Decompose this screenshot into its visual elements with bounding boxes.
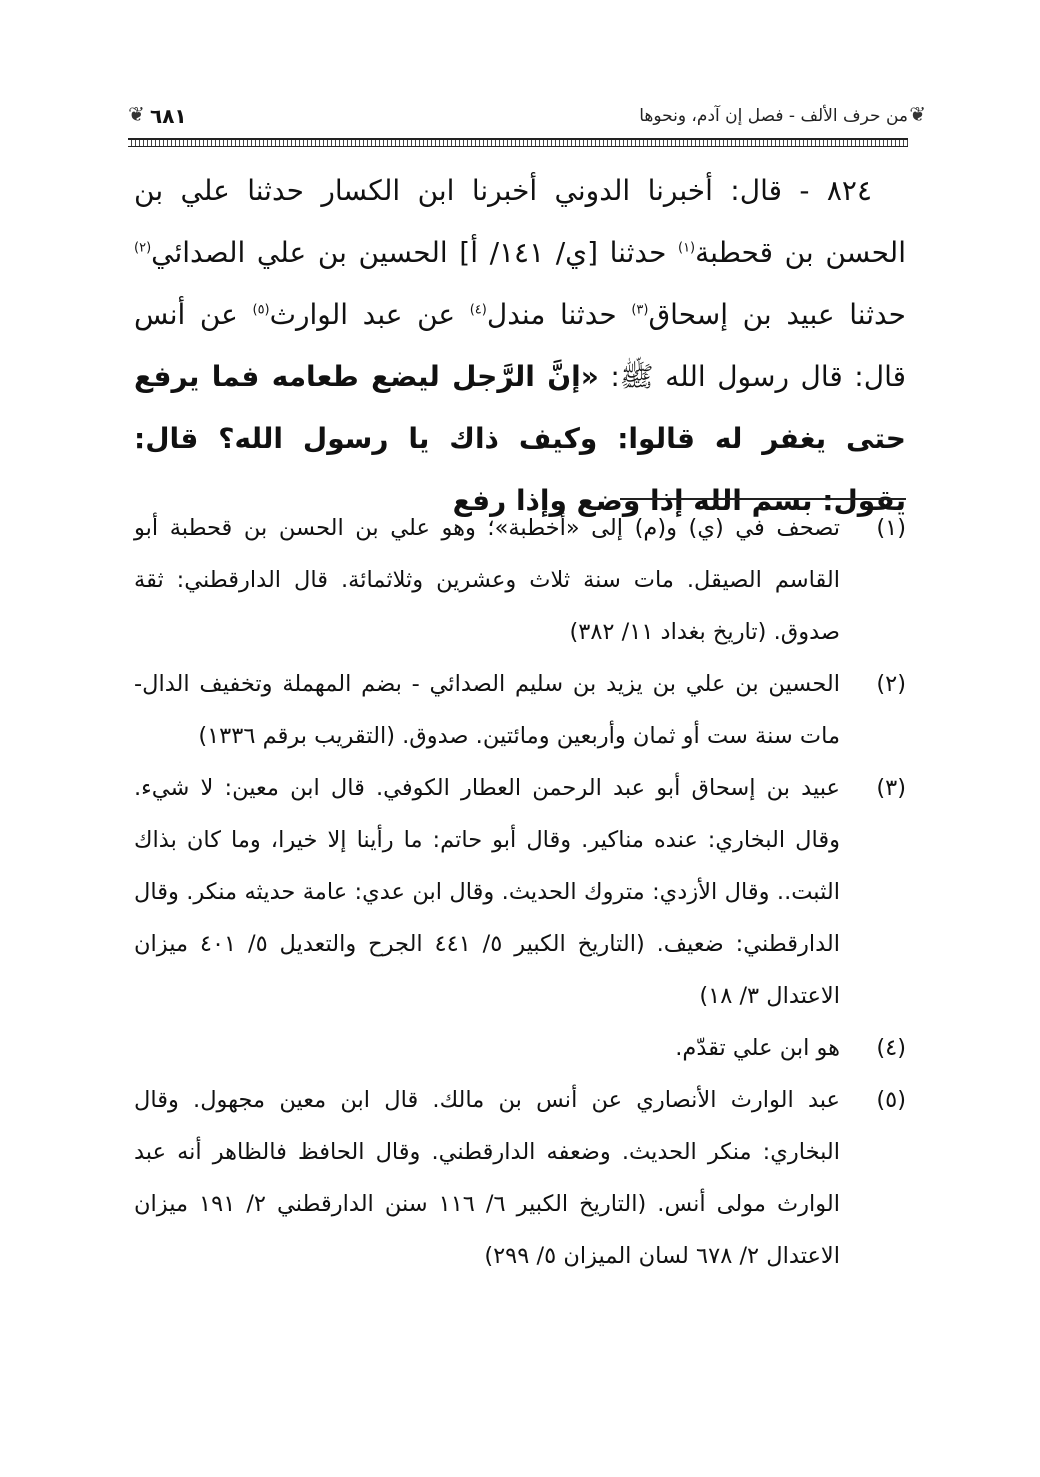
footnote-text: هو ابن علي تقدّم. <box>675 1035 840 1061</box>
footnote-2 <box>134 658 906 762</box>
footnote-text: عبد الوارث الأنصاري عن أنس بن مالك. قال ابن معين مجهول. وقال البخاري: منكر الحديث. وضعفه الدارقطني. وقال الحافظ فالظاهر أنه عبد الوارث مولى أنس. (التاريخ الكبير ٦/ ١١٦ سنن الدارقطني ٢/ ١٩١ ميزان الاعتدال ٢/ ٦٧٨ لسان الميزان ٥/ ٢٩٩) <box>134 1087 840 1269</box>
footnote-4 <box>134 1022 906 1074</box>
running-header <box>128 98 926 138</box>
footnotes <box>134 502 906 1282</box>
hadith-text: عن أنس قال: قال رسول الله ﷺ: <box>134 298 906 393</box>
footnote-ref: (١) <box>677 240 696 256</box>
ornament-icon: ❦ <box>128 102 145 126</box>
running-title: من حرف الألف - فصل إن آدم، ونحوها <box>639 106 908 126</box>
footnote-number: (٣) <box>876 775 906 801</box>
hadith-body <box>134 160 906 532</box>
hadith-text: حدثنا عبيد بن إسحاق <box>648 298 906 331</box>
footnote-ref: (٤) <box>469 302 487 318</box>
footnote-text: عبيد بن إسحاق أبو عبد الرحمن العطار الكوفي. قال ابن معين: لا شيء. وقال البخاري: عنده مناكير. وقال أبو حاتم: ما رأينا إلا خيرا، وما كان بذاك الثبت.. وقال الأزدي: متروك الحديث. وقال ابن عدي: عامة حديثه منكر. وقال الدارقطني: ضعيف. (التاريخ الكبير ٥/ ٤٤١ الجرح والتعديل ٥/ ٤٠١ ميزان الاعتدال ٣/ ١٨) <box>134 775 841 1009</box>
footnote-ref: (٣) <box>631 302 649 318</box>
footnote-3 <box>134 762 906 1022</box>
hadith-text: عن عبد الوارث <box>269 298 470 331</box>
hadith-text: ٨٢٤ - قال: أخبرنا الدوني أخبرنا ابن الكسار حدثنا علي بن الحسن بن قحطبة <box>134 174 906 269</box>
hadith-text: حدثنا [ي/ ١٤١/ أ] الحسين بن علي الصدائي <box>151 236 678 269</box>
footnote-number: (٥) <box>876 1087 906 1113</box>
footnote-text: تصحف في (ي) و(م) إلى «أخطبة»؛ وهو علي بن الحسن بن قحطبة أبو القاسم الصيقل. مات سنة ثلاث وعشرين وثلاثمائة. قال الدارقطني: ثقة صدوق. (تاريخ بغداد ١١/ ٣٨٢) <box>134 515 840 645</box>
ornament-icon: ❦ <box>909 102 926 126</box>
footnote-ref: (٢) <box>134 240 152 256</box>
footnote-text: الحسين بن علي بن يزيد بن سليم الصدائي - بضم المهملة وتخفيف الدال- مات سنة ست أو ثمان وأربعين ومائتين. صدوق. (التقريب برقم ١٣٣٦) <box>134 671 840 749</box>
footnote-5 <box>134 1074 906 1282</box>
header-divider <box>128 138 908 147</box>
footnote-ref: (٥) <box>252 302 270 318</box>
footnote-number: (٢) <box>876 671 906 697</box>
footnote-1 <box>134 502 906 658</box>
footnote-number: (١) <box>876 515 906 541</box>
page-number: ٦٨١ <box>150 104 187 128</box>
footnote-divider <box>620 498 906 500</box>
footnote-number: (٤) <box>876 1035 906 1061</box>
hadith-paragraph <box>134 160 906 532</box>
hadith-text: حدثنا مندل <box>486 298 632 331</box>
hadith-quote: «إنَّ الرَّجل ليضع طعامه فما يرفع حتى يغفر له قالوا: وكيف ذاك يا رسول الله؟ قال: يقول: بسم الله إذا وضع وإذا رفع <box>134 360 906 517</box>
